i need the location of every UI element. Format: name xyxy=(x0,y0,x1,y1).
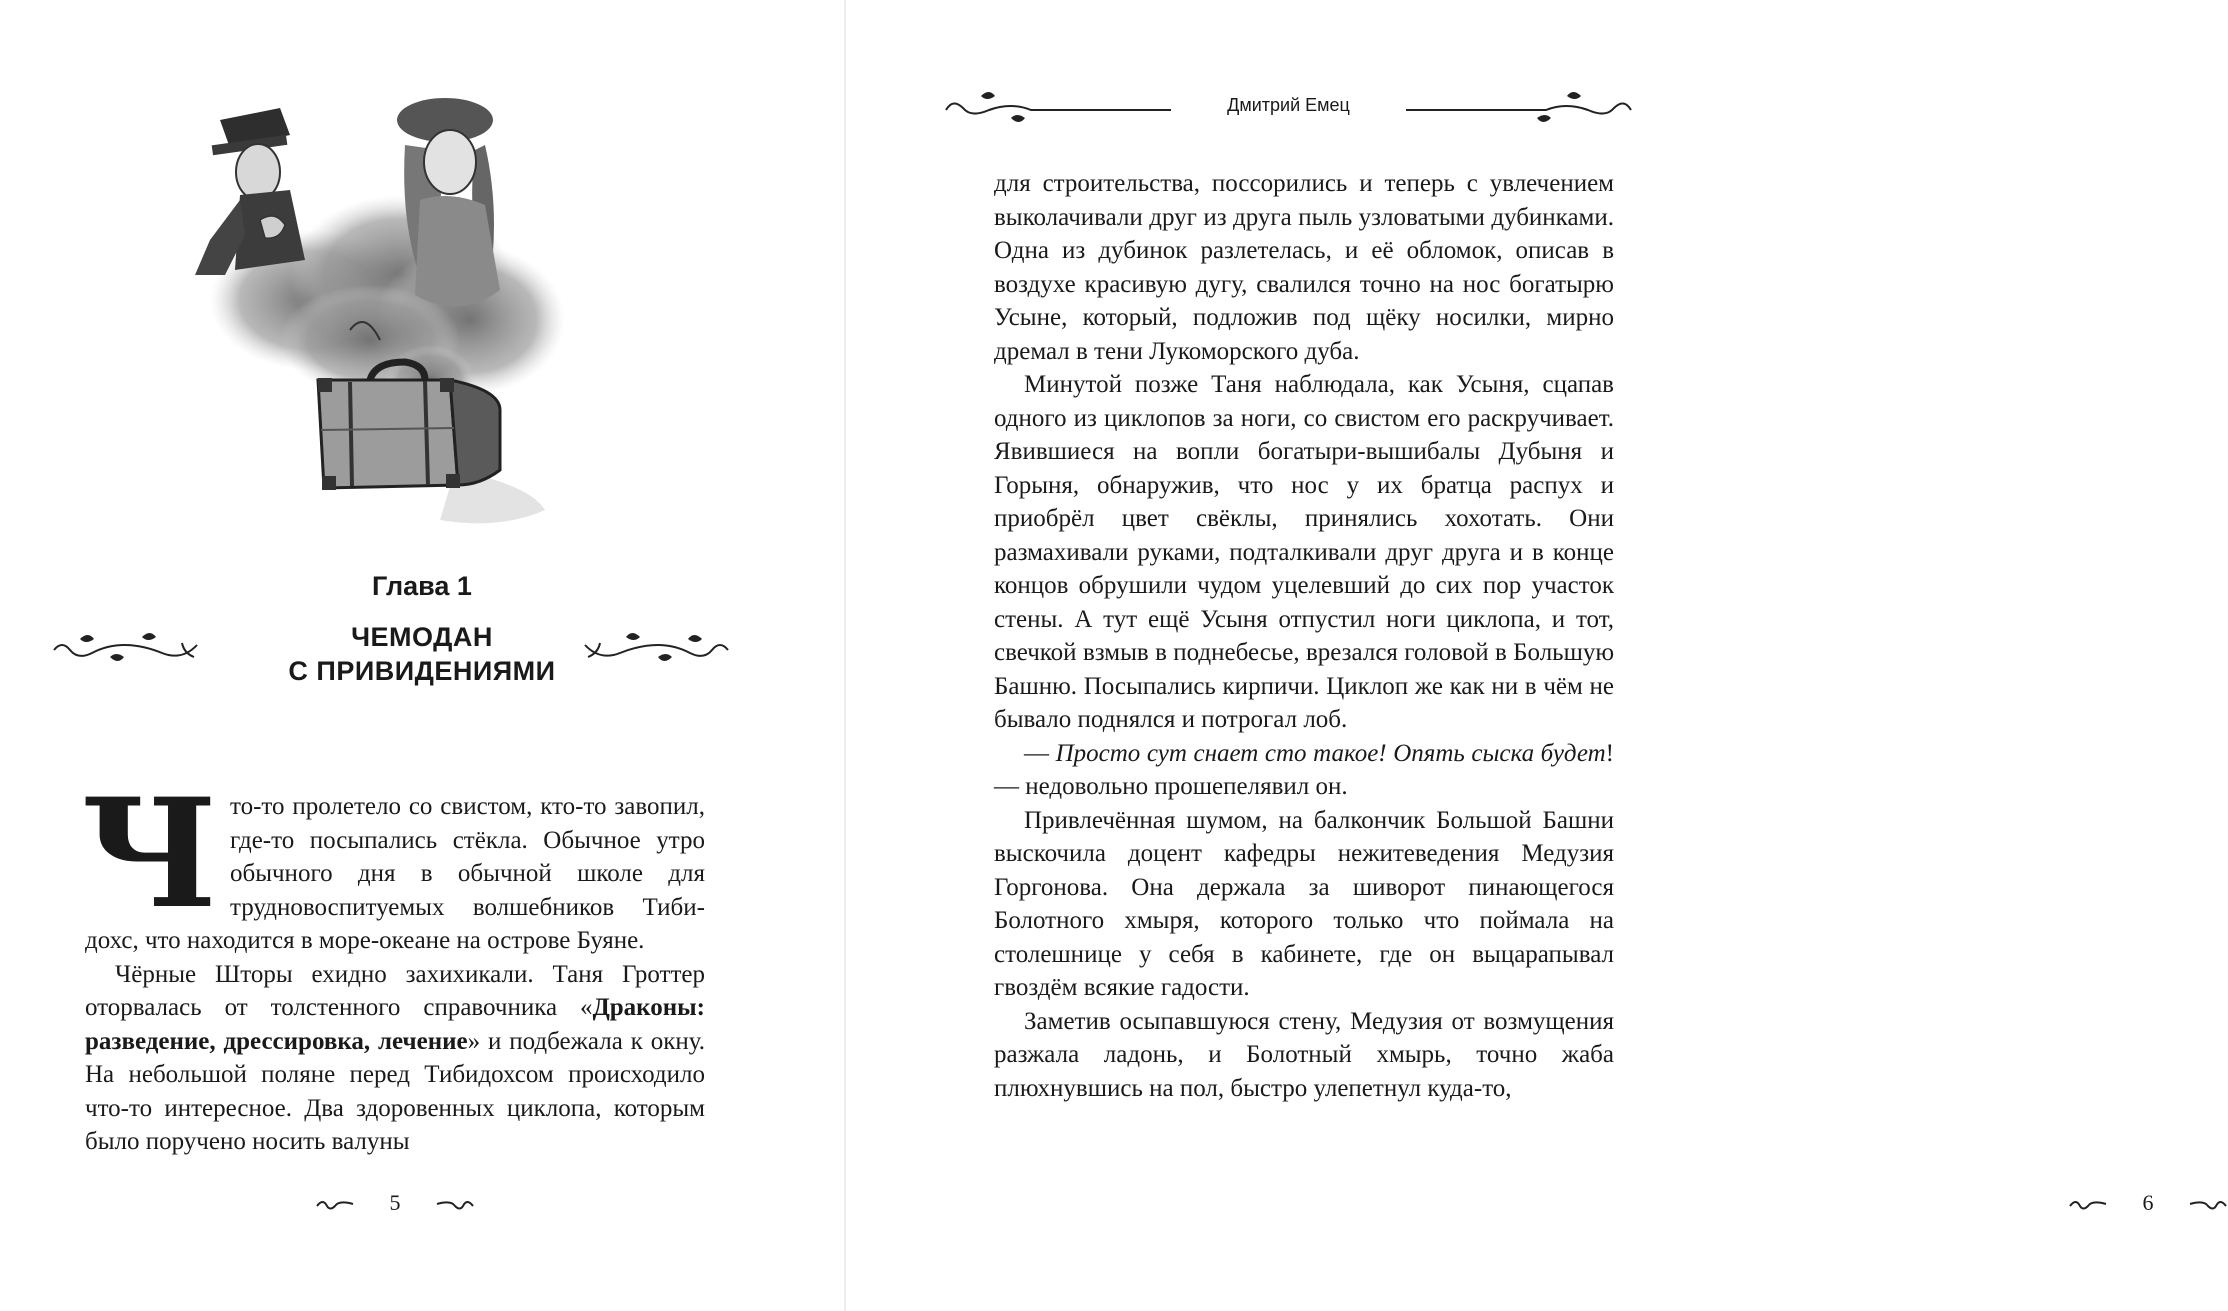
page-number-right xyxy=(2068,1190,2228,1216)
paragraph xyxy=(81,766,705,958)
paragraph: Минутой позже Таня наблюдала, как Усыня, сцапав одного из циклопов за ноги, со свистом его раскручивает. Явившиеся на вопли богатыри-вышибалы Дубыня и Горыня, обнаружив, что нос у их братца распух и приобрёл цвет свёклы, принялись хохотать. Они размахивали руками, подталкивали друг друга и в конце концов обрушили чудом уцелевший до сих пор участок стены. А тут ещё Усыня отпустил ноги циклопа, и тот, свечкой взмыв в поднебесье, врезался головой в Большую Башню. Посыпались кирпичи. Циклоп же как ни в чём не бывало поднялся и потрогал лоб. xyxy=(994,371,1614,733)
page-number: 6 xyxy=(2142,1190,2154,1215)
paragraph: Привлечённая шумом, на балкончик Большой Башни выскочила доцент кафедры нежитеведения Медузия Горгонова. Она держала за шиворот пинающегося Болотного хмыря, которого только что поймала на столешнице у себя в кабинете, где он выцарапывал гвоздём всякие гадости. xyxy=(994,806,1614,1001)
left-body-text xyxy=(81,766,705,1159)
paragraph-text: Чёрные Шторы ехидно захихикали. Таня Гроттер оторвалась от толстенного справочника « xyxy=(85,960,705,1021)
dash: — xyxy=(1024,739,1056,767)
folio-swirl-icon xyxy=(315,1196,355,1212)
page-number-left xyxy=(315,1190,475,1216)
folio-swirl-icon xyxy=(2188,1196,2228,1212)
drop-cap: Ч xyxy=(81,766,218,942)
running-head-author xyxy=(941,95,1636,116)
chapter-illustration xyxy=(200,90,620,560)
book-title-bold: Драконы: разведение, дрессировка, лечение xyxy=(85,994,705,1055)
folio-swirl-icon xyxy=(2068,1196,2108,1212)
paragraph xyxy=(85,958,705,1159)
author-name: Дмитрий Емец xyxy=(1215,95,1362,115)
left-page xyxy=(0,0,844,1311)
paragraph: Заметив осыпавшуюся стену, Медузия от возмущения разжала ладонь, и Болотный хмырь, точно жаба плюхнувшись на пол, быстро улепетнул куда-то, xyxy=(994,1007,1614,1102)
paragraph-text: то-то пролетело со свистом, кто-то завопил, где-то посыпались стёкла. Обычное утро обычного дня в обычной школе для трудновоспитуемых волшебников Тибидохс, что находится в море-океане на острове Буяне. xyxy=(85,793,705,954)
right-body-text xyxy=(994,167,1614,1105)
ornament-right-icon xyxy=(580,625,730,675)
folio-swirl-icon xyxy=(435,1196,475,1212)
paragraph xyxy=(994,737,1614,804)
chapter-number: Глава 1 xyxy=(372,571,472,601)
page-number: 5 xyxy=(389,1190,401,1215)
dialogue-italic: Просто сут снает сто такое! Опять сыска будет xyxy=(1055,739,1606,767)
chapter-title-line1: ЧЕМОДАН xyxy=(351,622,493,652)
paragraph-text: » и подбежала к окну. На небольшой поляне перед Тибидохсом происходило что-то интересное. Два здоровенных циклопа, которым было поручено носить валуны xyxy=(85,1027,705,1155)
paragraph-text: ! — недовольно прошепелявил он. xyxy=(994,739,1614,800)
ornament-left-icon xyxy=(52,625,202,675)
right-page xyxy=(846,0,2154,1311)
paragraph: для строительства, поссорились и теперь с увлечением выколачивали друг из друга пыль узловатыми дубинками. Одна из дубинок разлетелась, и её обломок, описав в воздухе красивую дугу, свалился точно на нос богатырю Усыне, который, подложив под щёку носилки, мирно дремал в тени Лукоморского дуба. xyxy=(994,170,1614,365)
running-head xyxy=(941,88,1636,128)
chapter-title-line2: С ПРИВИДЕНИЯМИ xyxy=(288,656,556,686)
